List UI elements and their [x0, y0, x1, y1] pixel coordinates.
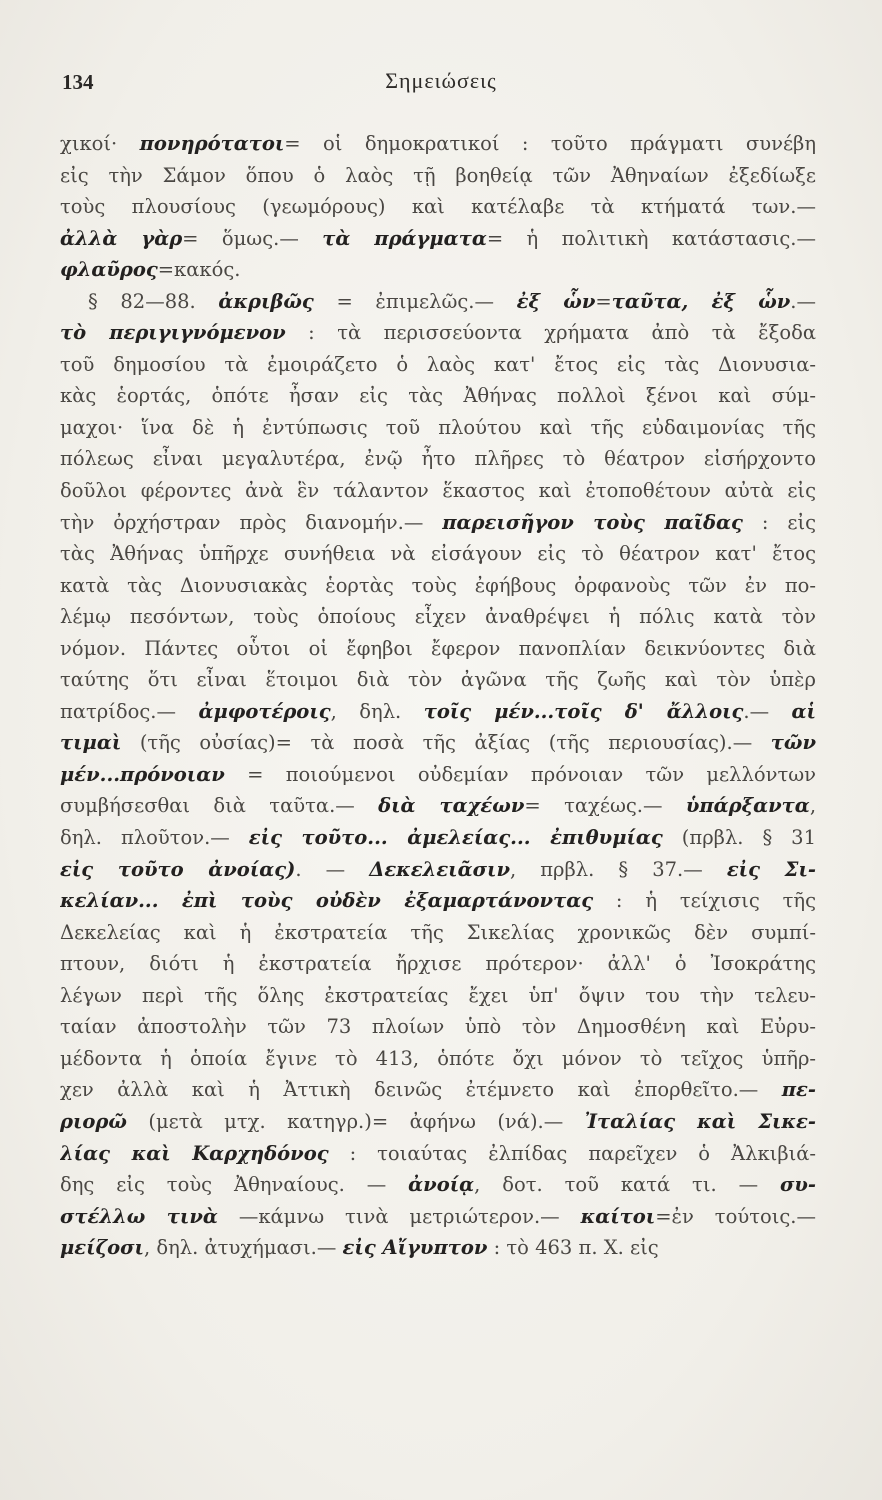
gloss-text: : τὸ 463 π. Χ. εἰς [487, 1236, 659, 1260]
lemma-term: πονηρότατοι [139, 132, 285, 155]
gloss-text: = [595, 289, 612, 313]
gloss-text: μέδοντα ἡ ὁποία ἔγινε τὸ 413, ὁπότε ὄχι μόνον τὸ τεῖχος ὑπῆρ- [60, 1046, 816, 1070]
lemma-term: συ- [779, 1173, 816, 1197]
gloss-text: =κακός. [157, 258, 241, 282]
lemma-term: τιμαὶ [60, 731, 122, 755]
gloss-text: τὰς Ἀθήνας ὑπῆρχε συνήθεια νὰ εἰσάγουν εἰς τὸ θέατρον κατ' ἔτος [60, 542, 816, 566]
lemma-term: μείζοσι [60, 1236, 144, 1260]
text-line [60, 191, 816, 223]
gloss-text: χεν ἀλλὰ καὶ ἡ Ἀττικὴ δεινῶς ἐτέμνετο καὶ ἐπορθεῖτο.— [60, 1078, 782, 1102]
gloss-text: , [809, 794, 816, 818]
gloss-text: δοῦλοι φέροντες ἀνὰ ἓν τάλαντον ἕκαστος καὶ ἐτοποθέτουν αὐτὰ εἰς [60, 479, 816, 503]
gloss-text: λέγων περὶ τῆς ὅλης ἐκστρατείας ἔχει ὑπ' ὄψιν του τὴν τελευ- [60, 983, 816, 1007]
gloss-text: , πρβλ. § 37.— [509, 857, 727, 881]
text-line [60, 854, 816, 886]
gloss-text: .— [790, 289, 816, 313]
gloss-text: = ταχέως.— [524, 794, 686, 818]
lemma-term: ταῦτα, ἐξ ὧν [611, 289, 791, 313]
text-line [60, 286, 816, 318]
gloss-text: τοῦ δημοσίου τὰ ἐμοιράζετο ὁ λαὸς κατ' ἔτος εἰς τὰς Διονυσια- [60, 352, 816, 376]
gloss-text: = ἐπιμελῶς.— [313, 289, 517, 313]
lemma-term: αἱ [791, 699, 816, 723]
text-line [60, 664, 816, 696]
gloss-text: = οἱ δημοκρατικοί : τοῦτο πράγματι συνέβη [284, 132, 816, 155]
text-line [60, 790, 816, 822]
gloss-text: πατρίδος.— [60, 699, 199, 723]
lemma-term: κελίαν... ἐπὶ τοὺς οὐδὲν ἐξαμαρτάνοντας [60, 889, 594, 913]
text-line [60, 727, 816, 759]
gloss-text: πτουν, διότι ἡ ἐκστρατεία ἤρχισε πρότερον· ἀλλ' ὁ Ἰσοκράτης [60, 952, 816, 976]
gloss-text: : τοιαύτας ἐλπίδας παρεῖχεν ὁ Ἀλκιβιά- [328, 1141, 816, 1165]
lemma-term: διὰ ταχέων [378, 794, 525, 818]
gloss-text: πόλεως εἶναι μεγαλυτέρα, ἐνῷ ἦτο πλῆρες τὸ θέατρον εἰσήρχοντο [60, 447, 816, 471]
lemma-term: ἀκριβῶς [218, 289, 314, 313]
gloss-text: : ἡ τείχισις τῆς [593, 889, 816, 913]
gloss-text: Δεκελείας καὶ ἡ ἐκστρατεία τῆς Σικελίας χρονικῶς δὲν συμπί- [60, 920, 816, 944]
lemma-term: καίτοι [580, 1204, 656, 1228]
lemma-term: ἀλλὰ γὰρ [60, 226, 183, 250]
gloss-text: = ὅμως.— [182, 226, 323, 250]
notes-body [60, 128, 816, 1264]
gloss-text: νόμον. Πάντες οὗτοι οἱ ἔφηβοι ἔφερον πανοπλίαν δεικνύοντες διὰ [60, 636, 816, 660]
gloss-text: δηλ. πλοῦτον.— [60, 826, 249, 850]
text-line [60, 633, 816, 665]
text-line [60, 254, 816, 286]
gloss-text: § 82—88. [88, 289, 219, 313]
page-number: 134 [62, 70, 94, 94]
lemma-term: ὑπάρξαντα [685, 794, 810, 818]
gloss-text: =ἐν τούτοις.— [655, 1204, 816, 1228]
gloss-text: λέμῳ πεσόντων, τοὺς ὁποίους εἶχεν ἀναθρέψει ἡ πόλις κατὰ τὸν [60, 605, 816, 629]
lemma-term: λίας καὶ Καρχηδόνος [60, 1141, 329, 1165]
lemma-term: Δεκελειᾶσιν [369, 857, 510, 881]
text-line [60, 128, 816, 160]
gloss-text: (μετὰ μτχ. κατηγρ.)= ἀφήνω (νά).— [126, 1109, 585, 1133]
text-line [60, 443, 816, 475]
text-line [60, 822, 816, 854]
gloss-text: (πρβλ. § 31 [662, 826, 816, 850]
text-line [60, 1232, 816, 1264]
lemma-term: τοῖς μέν...τοῖς δ' ἄλλοις [423, 699, 744, 723]
lemma-term: τῶν [770, 731, 816, 755]
text-line [60, 696, 816, 728]
gloss-text: .— [743, 699, 792, 723]
text-line [60, 1138, 816, 1170]
gloss-text: εἰς τὴν Σάμον ὅπου ὁ λαὸς τῇ βοηθείᾳ τῶν Ἀθηναίων ἐξεδίωξε [60, 163, 816, 187]
text-line [60, 223, 816, 255]
gloss-text: : εἰς [742, 510, 816, 534]
gloss-text: χικοί· [60, 132, 140, 155]
gloss-text: δης εἰς τοὺς Ἀθηναίους. — [60, 1173, 409, 1197]
gloss-text: (τῆς οὐσίας)= τὰ ποσὰ τῆς ἀξίας (τῆς περιουσίας).— [121, 731, 771, 755]
lemma-term: εἰς Σι- [726, 857, 816, 881]
page-header [0, 62, 882, 102]
gloss-text: : τὰ περισσεύοντα χρήματα ἀπὸ τὰ ἔξοδα [285, 321, 816, 345]
text-line [60, 160, 816, 192]
text-line [60, 317, 816, 349]
gloss-text: . — [295, 857, 370, 881]
text-line [60, 917, 816, 949]
gloss-text: = ποιούμενοι οὐδεμίαν πρόνοιαν τῶν μελλόντων [224, 762, 816, 786]
gloss-text: , δοτ. τοῦ κατά τι. — [474, 1173, 780, 1197]
gloss-text: κατὰ τὰς Διονυσιακὰς ἑορτὰς τοὺς ἐφήβους ὀρφανοὺς τῶν ἐν πο- [60, 573, 816, 597]
gloss-text: κὰς ἑορτάς, ὁπότε ἦσαν εἰς τὰς Ἀθήνας πολλοὶ ξένοι καὶ σύμ- [60, 384, 816, 408]
text-line [60, 380, 816, 412]
text-line [60, 759, 816, 791]
gloss-text: τὴν ὀρχήστραν πρὸς διανομήν.— [60, 510, 443, 534]
text-line [60, 475, 816, 507]
lemma-term: ριορῶ [60, 1109, 127, 1133]
text-line [60, 980, 816, 1012]
lemma-term: Ἰταλίας καὶ Σικε- [584, 1109, 816, 1133]
text-line [60, 507, 816, 539]
text-line [60, 1043, 816, 1075]
lemma-term: στέλλω τινὰ [60, 1204, 218, 1228]
text-line [60, 601, 816, 633]
gloss-text: ταίαν ἀποστολὴν τῶν 73 πλοίων ὑπὸ τὸν Δημοσθένη καὶ Εὐρυ- [60, 1015, 816, 1039]
lemma-term: εἰς Αἴγυπτον [342, 1236, 488, 1260]
text-line [60, 412, 816, 444]
text-line [60, 1106, 816, 1138]
gloss-text: = ἡ πολιτικὴ κατάστασις.— [486, 226, 816, 250]
gloss-text: , δηλ. ἀτυχήμασι.— [143, 1236, 343, 1260]
text-line [60, 1169, 816, 1201]
lemma-term: μέν...πρόνοιαν [60, 762, 225, 786]
text-line [60, 1201, 816, 1233]
lemma-term: ἀμφοτέροις [198, 699, 331, 723]
text-line [60, 1011, 816, 1043]
lemma-term: ἀνοίᾳ [408, 1173, 475, 1197]
text-line [60, 538, 816, 570]
gloss-text: ταύτης ὅτι εἶναι ἕτοιμοι διὰ τὸν ἀγῶνα τῆς ζωῆς καὶ τὸν ὑπὲρ [60, 668, 816, 692]
lemma-term: εἰς τοῦτο ἀνοίας) [60, 857, 296, 881]
lemma-term: ἐξ ὧν [516, 289, 596, 313]
text-line [60, 885, 816, 917]
text-line [60, 570, 816, 602]
gloss-text: , δηλ. [330, 699, 424, 723]
gloss-text: —κάμνω τινὰ μετριώτερον.— [217, 1204, 581, 1228]
running-title: Σημειώσεις [385, 68, 497, 93]
text-line [60, 948, 816, 980]
lemma-term: τὰ πράγματα [322, 226, 487, 250]
gloss-text: τοὺς πλουσίους (γεωμόρους) καὶ κατέλαβε τὰ κτήματά των.— [60, 195, 816, 219]
gloss-text: συμβήσεσθαι διὰ ταῦτα.— [60, 794, 379, 818]
lemma-term: παρεισῆγον τοὺς παῖδας [442, 510, 743, 534]
lemma-term: πε- [781, 1078, 816, 1102]
lemma-term: φλαῦρος [60, 258, 158, 282]
gloss-text: μαχοι· ἵνα δὲ ἡ ἐντύπωσις τοῦ πλούτου καὶ τῆς εὐδαιμονίας τῆς [60, 415, 816, 439]
lemma-term: τὸ περιγιγνόμενον [60, 321, 286, 345]
lemma-term: εἰς τοῦτο... ἀμελείας... ἐπιθυμίας [248, 826, 663, 850]
text-line [60, 1074, 816, 1106]
text-line [60, 349, 816, 381]
